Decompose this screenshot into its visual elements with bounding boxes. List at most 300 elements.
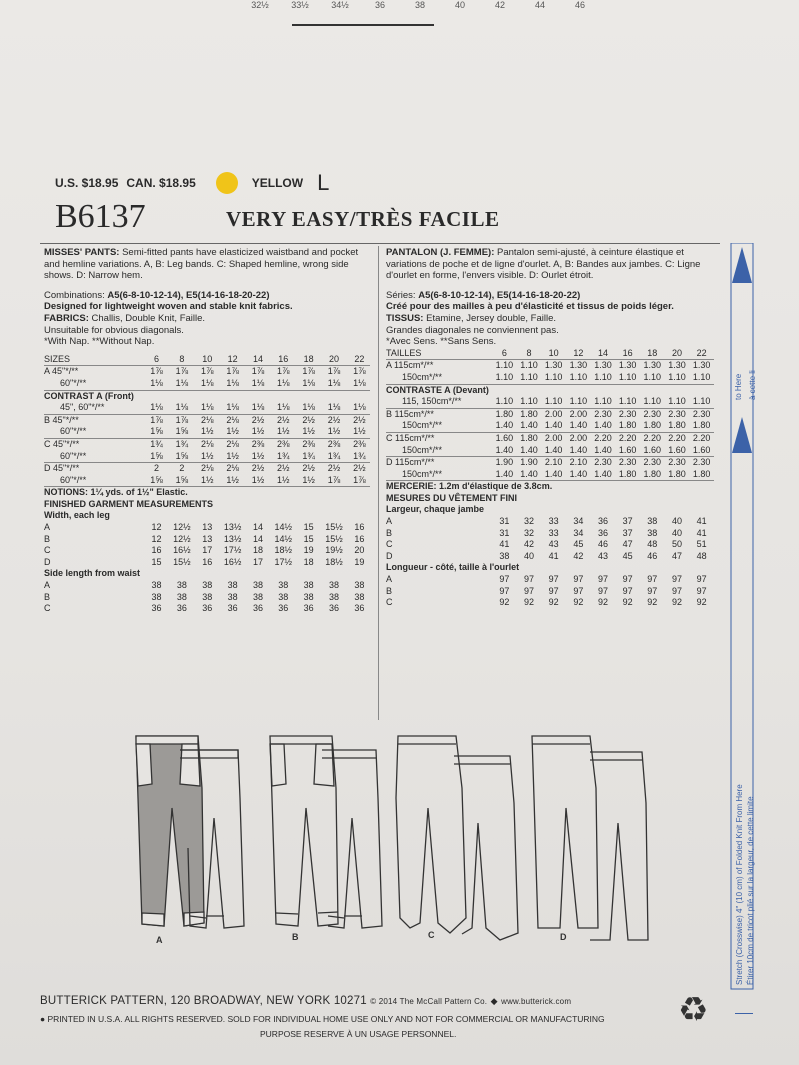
side-length-row	[44, 592, 370, 604]
table-cell: 1¾	[349, 451, 370, 463]
row-label: C	[44, 603, 51, 614]
table-cell: 38	[303, 591, 314, 602]
table-cell: 36	[151, 603, 162, 614]
table-cell: 1⅞	[226, 366, 239, 377]
table-cell: 45	[622, 550, 633, 561]
table-cell: 41	[696, 527, 707, 538]
table-cell: 1½	[197, 426, 218, 438]
table-cell: 32	[524, 516, 535, 527]
table-cell: 51	[696, 539, 707, 550]
table-cell: 92	[696, 597, 707, 608]
contrast-row	[386, 457, 714, 469]
arrow-up-icon	[732, 417, 752, 453]
table-cell: 10	[197, 354, 218, 366]
table-cell: 15½	[173, 556, 191, 567]
table-cell: 2½	[302, 414, 315, 425]
table-cell: 1.40	[517, 469, 542, 481]
table-cell: 1.40	[566, 469, 591, 481]
contrast-row	[386, 469, 714, 481]
table-cell: 1.30	[544, 360, 563, 371]
table-cell: 38	[354, 591, 365, 602]
table-cell: 1⅝	[167, 426, 197, 438]
contrast-label-text: CONTRASTE A (Devant)	[386, 384, 489, 395]
width-row	[386, 516, 714, 528]
table-cell: 17½	[274, 556, 293, 567]
row-label: B	[386, 527, 393, 538]
table-cell: 2.00	[569, 408, 588, 419]
row-label: D 45"*/**	[44, 463, 80, 474]
table-cell: 1.60	[495, 432, 514, 443]
table-cell: 1¾	[175, 438, 189, 449]
width-row	[44, 522, 370, 534]
table-cell: 97	[622, 585, 633, 596]
difficulty-title: VERY EASY/TRÈS FACILE	[226, 207, 500, 231]
contrast-row	[44, 402, 370, 414]
table-cell: 15	[303, 522, 314, 533]
table-cell: 1.10	[640, 372, 665, 384]
side-length-label	[44, 568, 370, 580]
table-cell: 1⅞	[150, 414, 163, 425]
fabrics-label: FABRICS:	[44, 312, 89, 324]
table-cell: 36	[176, 603, 187, 614]
english-description	[44, 247, 372, 282]
row-label: A	[44, 580, 51, 591]
table-cell: 34	[573, 527, 584, 538]
notions-text: MERCERIE: 1.2m d'élastique de 3.8cm.	[386, 481, 553, 492]
english-combinations	[44, 290, 372, 302]
table-cell: 97	[499, 585, 510, 596]
table-cell: 1.10	[615, 372, 640, 384]
table-cell: 2.30	[618, 457, 637, 468]
table-cell: 36	[597, 527, 608, 538]
row-label: D 115cm*/**	[386, 457, 435, 468]
table-cell: 38	[202, 580, 213, 591]
table-cell: 1⅛	[269, 378, 299, 390]
view-b-sketch	[270, 736, 382, 928]
table-cell: 97	[548, 574, 559, 585]
table-cell: 2.10	[544, 457, 563, 468]
table-cell: 1½	[319, 426, 349, 438]
english-fabrics	[44, 313, 372, 325]
french-nap: *Avec Sens. **Sans Sens.	[386, 336, 497, 348]
table-cell: 1.10	[665, 396, 690, 408]
sizes-header-row	[386, 348, 714, 360]
table-cell: 38	[252, 591, 263, 602]
table-cell: 1⅝	[167, 475, 197, 487]
contrast-row	[44, 463, 370, 475]
color-name: YELLOW	[251, 176, 304, 190]
table-cell: 2⅜	[251, 438, 265, 449]
table-cell: 1.80	[520, 432, 538, 443]
table-cell: 1½	[298, 426, 319, 438]
row-label: 45", 60"*/**	[44, 402, 146, 414]
row-label: 150cm*/**	[386, 445, 492, 457]
table-cell: 1⅞	[150, 366, 163, 377]
table-cell: 97	[499, 574, 510, 585]
table-cell: 15½	[325, 522, 343, 533]
table-cell: 1⅞	[349, 475, 370, 487]
table-cell: 1⅛	[247, 378, 268, 390]
combinations-value: A5(6-8-10-12-14), E5(14-16-18-20-22)	[107, 289, 270, 301]
table-cell: 20	[319, 354, 349, 366]
contrast-row	[44, 451, 370, 463]
table-cell: 38	[354, 580, 365, 591]
contrast-row	[386, 408, 714, 420]
table-cell: 2⅛	[226, 438, 239, 449]
table-cell: 2.30	[618, 408, 637, 419]
table-cell: 1⅝	[167, 451, 197, 463]
table-cell: 2	[154, 463, 160, 474]
combinations-label: Combinations:	[44, 289, 105, 301]
table-cell: 18	[640, 348, 665, 360]
table-cell: 97	[671, 585, 682, 596]
table-cell: 1⅞	[327, 366, 341, 377]
table-cell: 97	[597, 574, 608, 585]
table-cell: 1⅛	[319, 402, 349, 414]
table-cell: 1.10	[541, 372, 566, 384]
table-cell: 38	[329, 591, 340, 602]
table-cell: 1½	[247, 475, 268, 487]
table-cell: 1⅞	[175, 366, 189, 377]
table-cell: 17	[252, 556, 263, 567]
table-cell: 97	[671, 574, 682, 585]
table-cell: 2½	[277, 414, 290, 425]
table-cell: 1⅛	[349, 402, 370, 414]
top-divider	[292, 24, 434, 26]
fabrics-value: Challis, Double Knit, Faille.	[91, 312, 206, 324]
table-cell: 18	[303, 556, 314, 567]
row-label: B 45"*/**	[44, 414, 79, 425]
table-cell: 1½	[269, 426, 299, 438]
table-cell: 36	[202, 603, 213, 614]
table-cell: 97	[573, 574, 584, 585]
table-cell: 1.10	[541, 396, 566, 408]
row-label: A	[386, 574, 393, 585]
english-unsuitable: Unsuitable for obvious diagonals.	[44, 324, 184, 336]
table-cell: 38	[176, 591, 187, 602]
price-can: CAN. $18.95	[126, 176, 196, 190]
table-cell: 12	[566, 348, 591, 360]
table-cell: 47	[622, 539, 633, 550]
header-rule	[40, 243, 720, 244]
table-cell: 14½	[274, 533, 293, 544]
table-cell: 1½	[218, 475, 248, 487]
table-cell: 38	[278, 580, 289, 591]
table-cell: 37	[622, 516, 633, 527]
table-cell: 43	[548, 539, 559, 550]
row-label: C	[386, 597, 393, 608]
gauge-label-fr: Étirer 10cm de tricot plié sur la largeur, de cette limite	[746, 796, 755, 985]
table-cell: 1.30	[643, 360, 662, 371]
table-cell: 2.30	[643, 457, 662, 468]
table-cell: 1¾	[150, 438, 163, 449]
table-cell: 1.10	[566, 396, 591, 408]
row-label: 150cm*/**	[386, 372, 492, 384]
width-row	[386, 551, 714, 563]
price-line	[55, 170, 329, 196]
table-cell: 1½	[298, 475, 319, 487]
row-label: 115, 150cm*/**	[386, 396, 492, 408]
table-cell: 38	[227, 580, 238, 591]
table-cell: 2⅛	[226, 414, 239, 425]
contrast-row	[386, 445, 714, 457]
table-cell: 1.40	[541, 445, 566, 457]
table-cell: 1⅝	[146, 475, 167, 487]
table-cell: 97	[573, 585, 584, 596]
contrast-row	[386, 420, 714, 432]
table-cell: 18½	[274, 545, 293, 556]
row-label: 60"*/**	[44, 426, 146, 438]
french-yardage-table	[386, 348, 714, 609]
table-cell: 1.80	[665, 469, 690, 481]
table-cell: 2½	[302, 463, 315, 474]
table-cell: 1½	[197, 475, 218, 487]
table-cell: 1.10	[517, 396, 542, 408]
table-cell: 40	[671, 527, 682, 538]
table-cell: 1.40	[591, 445, 616, 457]
table-cell: 1⅛	[167, 378, 197, 390]
table-cell: 1.10	[591, 396, 616, 408]
table-cell: 2	[179, 463, 185, 474]
table-cell: 1⅞	[251, 366, 265, 377]
table-cell: 1½	[218, 451, 248, 463]
table-cell: 2.10	[569, 457, 588, 468]
table-cell: 16	[354, 522, 365, 533]
table-cell: 46	[647, 550, 658, 561]
row-label: B	[386, 585, 393, 596]
english-title: MISSES' PANTS:	[44, 247, 120, 258]
table-cell: 97	[647, 585, 658, 596]
table-cell: 37	[622, 527, 633, 538]
table-cell: 1.10	[492, 372, 517, 384]
view-label-b: B	[292, 932, 299, 942]
table-cell: 14	[591, 348, 616, 360]
top-size: 46	[574, 0, 585, 10]
table-cell: 18	[298, 354, 319, 366]
contrast-label	[386, 384, 714, 396]
table-cell: 15½	[325, 533, 343, 544]
table-cell: 14	[252, 533, 263, 544]
yardage-row	[44, 378, 370, 390]
table-cell: 16½	[173, 545, 191, 556]
table-cell: 31	[499, 527, 510, 538]
table-cell: 38	[176, 580, 187, 591]
table-cell: 42	[524, 539, 535, 550]
table-cell: 20	[665, 348, 690, 360]
view-a-sketch	[136, 736, 244, 928]
side-length-row	[386, 597, 714, 609]
table-cell: 1½	[349, 426, 370, 438]
table-cell: 12½	[173, 533, 191, 544]
top-size: 38	[414, 0, 425, 10]
table-cell: 16	[615, 348, 640, 360]
table-cell: 92	[597, 597, 608, 608]
table-cell: 45	[573, 539, 584, 550]
table-cell: 17½	[223, 545, 242, 556]
table-cell: 13	[202, 533, 213, 544]
french-column	[386, 247, 716, 609]
table-cell: 12½	[173, 522, 191, 533]
table-cell: 1⅛	[146, 378, 167, 390]
row-label: 150cm*/**	[386, 469, 492, 481]
english-description-text: Semi-fitted pants have elasticized waistband and pocket and hemline variations. A, B: Leg bands. C: Shaped hemline, wrong side shows. D: Narrow hem.	[44, 247, 359, 282]
table-cell: 1⅞	[353, 366, 366, 377]
french-title: PANTALON (J. FEMME):	[386, 247, 495, 258]
table-cell: 38	[303, 580, 314, 591]
tissus-value: Etamine, Jersey double, Faille.	[426, 312, 557, 324]
width-label	[386, 504, 714, 516]
row-label: A	[44, 522, 51, 533]
side-length-label	[386, 562, 714, 574]
width-row	[386, 528, 714, 540]
view-label-d: D	[560, 932, 567, 942]
sizes-header-row	[44, 354, 370, 366]
table-cell: 14	[252, 522, 263, 533]
table-cell: 19	[354, 556, 365, 567]
table-cell: 16½	[223, 556, 242, 567]
table-cell: 2.30	[594, 408, 612, 419]
recycle-icon: ♻	[678, 991, 709, 1029]
table-cell: 33	[548, 527, 559, 538]
width-label	[44, 510, 370, 522]
table-cell: 2.20	[643, 432, 662, 443]
english-designed-for: Designed for lightweight woven and stable knit fabrics.	[44, 301, 293, 313]
top-size: 40	[454, 0, 465, 10]
table-cell: 12	[218, 354, 248, 366]
table-cell: 1.40	[517, 420, 542, 432]
notions	[386, 481, 714, 493]
table-cell: 41	[548, 550, 559, 561]
table-cell: 1⅞	[302, 366, 315, 377]
table-cell: 2.20	[594, 432, 612, 443]
view-d-sketch	[532, 736, 648, 940]
table-cell: 41	[499, 539, 510, 550]
table-cell: 97	[696, 585, 707, 596]
table-cell: 92	[573, 597, 584, 608]
table-cell: 1¾	[269, 451, 299, 463]
table-cell: 97	[622, 574, 633, 585]
row-label: 60"*/**	[44, 378, 146, 390]
top-size: 36	[374, 0, 385, 10]
row-label: C 45"*/**	[44, 438, 80, 449]
table-cell: 6	[492, 348, 517, 360]
contrast-label	[44, 390, 370, 402]
table-cell: 2⅛	[226, 463, 239, 474]
table-cell: 34	[573, 516, 584, 527]
table-cell: 13	[202, 522, 213, 533]
table-cell: 1⅛	[197, 378, 218, 390]
yellow-dot-icon	[216, 172, 238, 194]
footer-company: BUTTERICK PATTERN, 120 BROADWAY, NEW YORK 10271	[40, 995, 367, 1007]
table-cell: 1.40	[591, 469, 616, 481]
french-series	[386, 290, 716, 302]
column-divider	[378, 246, 379, 720]
top-size-strip	[240, 0, 600, 12]
row-label: 60"*/**	[44, 475, 146, 487]
finished-measurements-label-text: FINISHED GARMENT MEASUREMENTS	[44, 498, 214, 509]
table-cell: 97	[696, 574, 707, 585]
english-nap: *With Nap. **Without Nap.	[44, 336, 155, 348]
table-cell: 1¾	[319, 451, 349, 463]
table-cell: 1⅞	[175, 414, 189, 425]
table-cell: 15	[151, 556, 162, 567]
table-cell: 1.10	[665, 372, 690, 384]
footer-rights-line: PRINTED IN U.S.A. ALL RIGHTS RESERVED. SOLD FOR INDIVIDUAL HOME USE ONLY AND NOT FOR COMMERCIAL OR MANUFACTURING	[47, 1014, 605, 1024]
table-cell: 1.40	[566, 420, 591, 432]
gauge-tick	[735, 1013, 753, 1014]
table-cell: 2.20	[692, 432, 711, 443]
table-cell: 48	[647, 539, 658, 550]
row-label: C 115cm*/**	[386, 432, 435, 443]
table-cell: 2.30	[668, 457, 686, 468]
table-cell: 1.40	[492, 445, 517, 457]
table-cell: 17	[202, 545, 213, 556]
row-label: C	[44, 545, 51, 556]
table-cell: 1.30	[594, 360, 612, 371]
finished-measurements-label	[44, 499, 370, 511]
top-size: 33½	[291, 0, 309, 10]
table-cell: 1.40	[492, 420, 517, 432]
pattern-number: B6137	[55, 198, 146, 235]
table-cell: 22	[349, 354, 370, 366]
table-cell: 14½	[274, 522, 293, 533]
footer-copyright: © 2014 The McCall Pattern Co.	[370, 997, 488, 1006]
row-label: A 115cm*/**	[386, 360, 434, 371]
french-fabrics	[386, 313, 716, 325]
table-cell: 1½	[247, 426, 268, 438]
table-cell: 32	[524, 527, 535, 538]
notions-text: NOTIONS: 1¼ yds. of 1½" Elastic.	[44, 487, 188, 498]
footer-purpose-line: PURPOSE RESERVE À UN USAGE PERSONNEL.	[260, 1029, 457, 1039]
table-cell: 97	[597, 585, 608, 596]
notions	[44, 487, 370, 499]
table-cell: 92	[499, 597, 510, 608]
table-cell: 8	[517, 348, 542, 360]
table-cell: 36	[303, 603, 314, 614]
table-cell: 47	[671, 550, 682, 561]
table-cell: 38	[499, 550, 510, 561]
top-size: 44	[534, 0, 545, 10]
table-cell: 48	[696, 550, 707, 561]
table-cell: 41	[696, 516, 707, 527]
contrast-row	[44, 475, 370, 487]
table-cell: 38	[647, 516, 658, 527]
table-cell: 42	[573, 550, 584, 561]
table-cell: 1.10	[566, 372, 591, 384]
width-row	[44, 534, 370, 546]
table-cell: 2⅛	[200, 438, 214, 449]
row-label: 150cm*/**	[386, 420, 492, 432]
table-cell: 1.10	[640, 396, 665, 408]
footer-rights: ● PRINTED IN U.S.A. ALL RIGHTS RESERVED. SOLD FOR INDIVIDUAL HOME USE ONLY AND NOT FOR COMMERCIAL OR MANUFACTURING PURPOSE RESERVE À UN USAGE PERSONNEL.	[40, 1012, 680, 1042]
row-label: 60"*/**	[44, 451, 146, 463]
table-cell: 1.10	[615, 396, 640, 408]
table-cell: 2½	[327, 463, 341, 474]
table-cell: 19	[303, 545, 314, 556]
yardage-row	[44, 366, 370, 378]
french-description	[386, 247, 716, 282]
table-cell: 38	[329, 580, 340, 591]
table-cell: 1.60	[615, 445, 640, 457]
table-cell: 92	[524, 597, 535, 608]
table-cell: 1½	[247, 451, 268, 463]
top-size: 32½	[251, 0, 269, 10]
series-value: A5(6-8-10-12-14), E5(14-16-18-20-22)	[418, 289, 581, 301]
table-cell: 14	[247, 354, 268, 366]
table-cell: 31	[499, 516, 510, 527]
table-cell: 2½	[327, 414, 341, 425]
gauge-to-here: to Here	[734, 373, 743, 400]
